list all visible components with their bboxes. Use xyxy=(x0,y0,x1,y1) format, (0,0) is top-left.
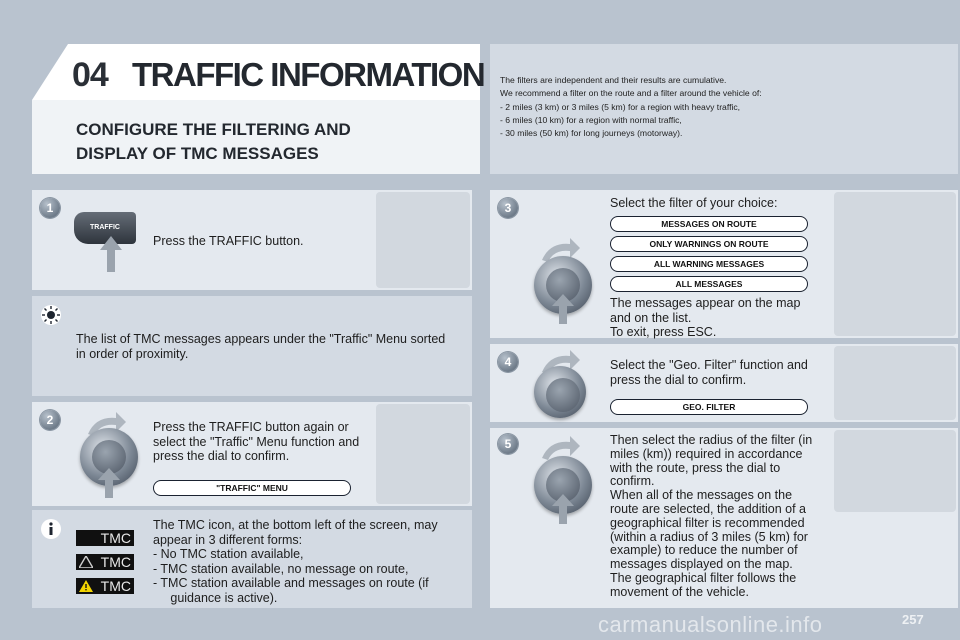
step5-line: with the route, press the dial to xyxy=(610,460,781,475)
step5-line: When all of the messages on the xyxy=(610,488,793,503)
step1-badge: 1 xyxy=(40,198,60,218)
step5-line: movement of the vehicle. xyxy=(610,584,749,599)
section-subtitle-line1: CONFIGURE THE FILTERING AND xyxy=(76,120,351,139)
tip-line2: in order of proximity. xyxy=(76,346,189,361)
step5-line: Then select the radius of the filter (in xyxy=(610,433,813,447)
step5-line: miles (km)) required in accordance xyxy=(610,446,803,461)
intro-text xyxy=(500,74,762,140)
arrow-up-icon xyxy=(552,494,574,524)
info-bullet: - TMC station available, no message on route, xyxy=(153,561,409,576)
tip-line1: The list of TMC messages appears under the "Traffic" Menu sorted xyxy=(76,332,446,346)
filter-option-messages-on-route[interactable]: MESSAGES ON ROUTE xyxy=(610,216,808,232)
filter-option-all-warning-messages[interactable]: ALL WARNING MESSAGES xyxy=(610,256,808,272)
info-text xyxy=(153,518,438,605)
step5-line: The geographical filter follows the xyxy=(610,570,797,585)
step3-after-line: The messages appear on the map xyxy=(610,296,801,310)
geo-filter-button[interactable]: GEO. FILTER xyxy=(610,399,808,415)
filter-option-only-warnings-on-route[interactable]: ONLY WARNINGS ON ROUTE xyxy=(610,236,808,252)
rotary-dial-icon xyxy=(534,366,586,418)
tmc-label: TMC xyxy=(100,578,131,594)
step2-badge: 2 xyxy=(40,410,60,430)
step3-after-text xyxy=(610,296,800,340)
intro-bullet: - 30 miles (50 km) for long journeys (motorway). xyxy=(500,128,683,139)
tmc-icon-no-station: TMC xyxy=(76,530,134,546)
step2-line: press the dial to confirm. xyxy=(153,449,290,463)
step5-line: (within a radius of 3 miles (5 km) for xyxy=(610,529,808,544)
radio-unit-image xyxy=(834,346,956,420)
arrow-up-icon xyxy=(552,294,574,324)
traffic-menu-button[interactable]: "TRAFFIC" MENU xyxy=(153,480,351,496)
tmc-label: TMC xyxy=(100,554,131,570)
info-icon xyxy=(40,518,62,540)
intro-bullet: - 6 miles (10 km) for a region with normal traffic, xyxy=(500,114,682,125)
tip-text xyxy=(76,332,445,361)
info-bullet: - No TMC station available, xyxy=(153,547,304,561)
lightbulb-icon xyxy=(40,304,62,326)
header-corner-triangle xyxy=(32,44,68,100)
step3-after-line: and on the list. xyxy=(610,310,692,325)
step5-line: geographical filter is recommended xyxy=(610,515,805,530)
step2-line: select the "Traffic" Menu function and xyxy=(153,434,360,449)
radio-unit-image xyxy=(376,192,470,288)
info-bullet: - TMC station available and messages on route (if xyxy=(153,576,429,590)
radio-unit-image xyxy=(834,430,956,512)
step5-line: route are selected, the addition of a xyxy=(610,501,806,516)
arrow-up-icon xyxy=(98,468,120,498)
traffic-button-label: TRAFFIC xyxy=(90,224,120,231)
page-title: TRAFFIC INFORMATION xyxy=(132,56,485,93)
intro-bullet: - 2 miles (3 km) or 3 miles (5 km) for a region with heavy traffic, xyxy=(500,101,741,112)
step5-badge: 5 xyxy=(498,434,518,454)
arrow-up-icon xyxy=(100,236,122,272)
step3-badge: 3 xyxy=(498,198,518,218)
tmc-icon-station-messages xyxy=(76,578,134,594)
step5-line: confirm. xyxy=(610,474,655,489)
radio-unit-image xyxy=(834,192,956,336)
chapter-number: 04 xyxy=(72,56,108,94)
radio-unit-image xyxy=(376,404,470,504)
step5-line: messages displayed on the map. xyxy=(610,557,793,572)
step2-line: Press the TRAFFIC button again or xyxy=(153,420,349,434)
step4-line: Select the "Geo. Filter" function and xyxy=(610,358,808,372)
intro-line1: The filters are independent and their results are cumulative. xyxy=(500,75,727,85)
step4-badge: 4 xyxy=(498,352,518,372)
step1-text: Press the TRAFFIC button. xyxy=(153,234,304,248)
info-line: appear in 3 different forms: xyxy=(153,532,303,547)
step4-text xyxy=(610,358,808,387)
section-subtitle-line2: DISPLAY OF TMC MESSAGES xyxy=(76,144,319,163)
intro-line2: We recommend a filter on the route and a filter around the vehicle of: xyxy=(500,88,762,99)
step5-text xyxy=(610,434,812,600)
step2-text xyxy=(153,420,359,464)
step3-after-line: To exit, press ESC. xyxy=(610,325,717,339)
step4-line: press the dial to confirm. xyxy=(610,372,747,387)
info-bullet: guidance is active). xyxy=(153,590,278,605)
step5-line: example) to reduce the number of xyxy=(610,543,798,558)
watermark: carmanualsonline.info xyxy=(598,612,823,637)
info-line: The TMC icon, at the bottom left of the screen, may xyxy=(153,518,438,532)
step3-text: Select the filter of your choice: xyxy=(610,196,778,210)
page-number: 257 xyxy=(902,612,924,627)
tmc-icon-station-no-message xyxy=(76,554,134,570)
filter-option-all-messages[interactable]: ALL MESSAGES xyxy=(610,276,808,292)
